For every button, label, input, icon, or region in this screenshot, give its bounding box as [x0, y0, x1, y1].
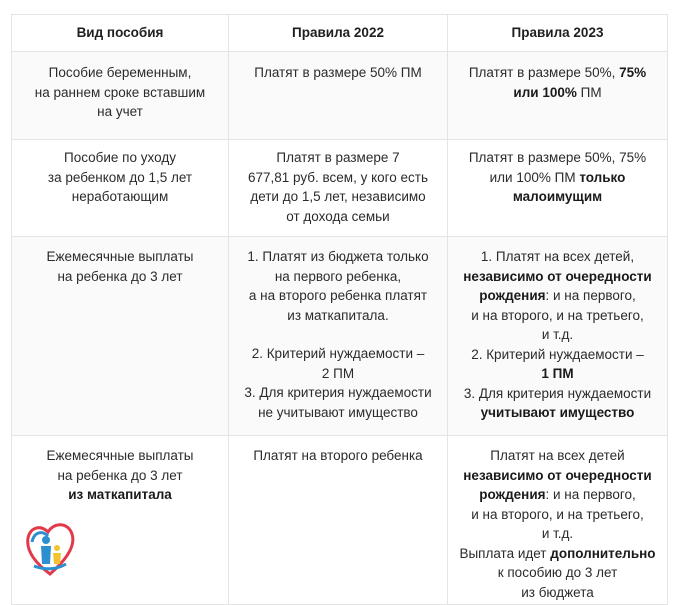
- cell-text: за ребенком до 1,5 лет: [47, 169, 193, 185]
- cell-text: [454, 267, 661, 287]
- cell-text: из маткапитала.: [287, 307, 389, 323]
- cell-text: Платят в размере 7: [276, 150, 400, 165]
- cell-text: Ежемесячные выплаты: [46, 448, 194, 463]
- parent-body: [41, 546, 51, 564]
- benefit-type-cell: [12, 52, 229, 140]
- cell-text: Пособие беременным,: [48, 65, 192, 80]
- benefit-type-cell: [12, 140, 229, 237]
- rules-2022-cell: [229, 52, 448, 140]
- cell-text: не учитывают имущество: [258, 404, 418, 420]
- cell-text: 2. Критерий нуждаемости –: [251, 346, 425, 361]
- table-row: [12, 52, 668, 140]
- bold-text: из маткапитала: [68, 487, 172, 502]
- header-row: [12, 15, 668, 52]
- rules-2023-cell: [448, 436, 668, 605]
- cell-text: и т.д.: [541, 526, 574, 541]
- cell-text: [454, 63, 661, 83]
- bold-text: 1 ПМ: [541, 366, 574, 381]
- cell-text: 2. Критерий нуждаемости –: [471, 346, 644, 362]
- bold-text: независимо от очередности: [463, 268, 652, 284]
- header-benefit-type: Вид пособия: [12, 15, 229, 52]
- cell-text: и на второго, и на третьего,: [471, 506, 644, 522]
- bold-text: только: [579, 169, 626, 185]
- child-head: [54, 545, 60, 551]
- rules-2023-cell: [448, 237, 668, 436]
- header-rules-2023: Правила 2023: [448, 15, 668, 52]
- cell-text: или 100% ПМ: [489, 169, 580, 185]
- cell-text: от дохода семьи: [286, 208, 390, 224]
- cell-text: [454, 286, 661, 306]
- child-body: [53, 553, 61, 564]
- cell-text: [454, 544, 661, 564]
- rules-2022-cell: [229, 140, 448, 237]
- cell-text: ПМ: [576, 84, 602, 100]
- cell-text: 1. Платят из бюджета только: [247, 249, 429, 264]
- cell-text: на учет: [97, 104, 143, 119]
- cell-text: 2 ПМ: [321, 365, 355, 381]
- family-heart-logo-icon: [24, 508, 76, 580]
- cell-text: на ребенка до 3 лет: [57, 268, 183, 284]
- bold-text: малоимущим: [512, 189, 603, 204]
- rules-2023-cell: [448, 140, 668, 237]
- cell-text: а на второго ребенка платят: [248, 288, 428, 303]
- cell-text: : и на первого,: [545, 487, 636, 502]
- bold-text: 75%: [619, 65, 647, 80]
- cell-text: 3. Для критерия нуждаемости: [463, 385, 652, 401]
- cell-text: Платят в размере 50% ПМ: [254, 65, 422, 80]
- cell-text: из бюджета: [521, 584, 594, 600]
- table-row: [12, 140, 668, 237]
- cell-text: 1. Платят на всех детей,: [480, 249, 635, 264]
- cell-text: 3. Для критерия нуждаемости: [244, 385, 432, 400]
- table-row: [12, 436, 668, 605]
- cell-text: и на второго, и на третьего,: [471, 307, 644, 323]
- bold-text: дополнительно: [550, 545, 656, 561]
- cell-text: на раннем сроке вставшим: [34, 84, 206, 100]
- cell-text: [454, 403, 661, 423]
- cell-text: неработающим: [71, 189, 169, 204]
- benefits-comparison-table: [11, 14, 668, 605]
- cell-text: Ежемесячные выплаты: [46, 249, 194, 264]
- cell-text: Платят на второго ребенка: [253, 448, 423, 463]
- cell-text: 677,81 руб. всем, у кого есть: [247, 169, 429, 185]
- cell-text: [454, 187, 661, 207]
- cell-text: на ребенка до 3 лет: [57, 467, 183, 483]
- bold-text: рождения: [479, 487, 546, 502]
- cell-text: и т.д.: [541, 327, 574, 342]
- table-row: [12, 237, 668, 436]
- cell-text: на первого ребенка,: [274, 268, 402, 284]
- bold-text: учитывают имущество: [480, 405, 635, 420]
- bold-text: независимо от очередности: [463, 467, 652, 483]
- parent-head: [42, 536, 50, 544]
- cell-text: [454, 466, 661, 486]
- cell-text: : и на первого,: [545, 288, 636, 303]
- cell-text: Пособие по уходу: [64, 150, 176, 165]
- cell-text: дети до 1,5 лет, независимо: [250, 189, 426, 204]
- header-rules-2022: Правила 2022: [229, 15, 448, 52]
- cell-text: [454, 485, 661, 505]
- cell-text: Платят в размере 50%, 75%: [468, 150, 647, 165]
- rules-2022-cell: [229, 436, 448, 605]
- cell-text: [454, 364, 661, 384]
- cell-text: [18, 485, 222, 505]
- bold-text: рождения: [479, 288, 546, 303]
- bold-text: или 100%: [513, 84, 577, 100]
- cell-text: Платят на всех детей: [490, 448, 625, 463]
- cell-text: [454, 168, 661, 188]
- benefit-type-cell: [12, 237, 229, 436]
- cell-text: Платят в размере 50%,: [468, 65, 620, 80]
- cell-text: Выплата идет: [459, 545, 551, 561]
- paragraph-gap: [235, 325, 441, 344]
- rules-2023-cell: [448, 52, 668, 140]
- cell-text: [454, 83, 661, 103]
- rules-2022-cell: [229, 237, 448, 436]
- cell-text: к пособию до 3 лет: [497, 565, 618, 580]
